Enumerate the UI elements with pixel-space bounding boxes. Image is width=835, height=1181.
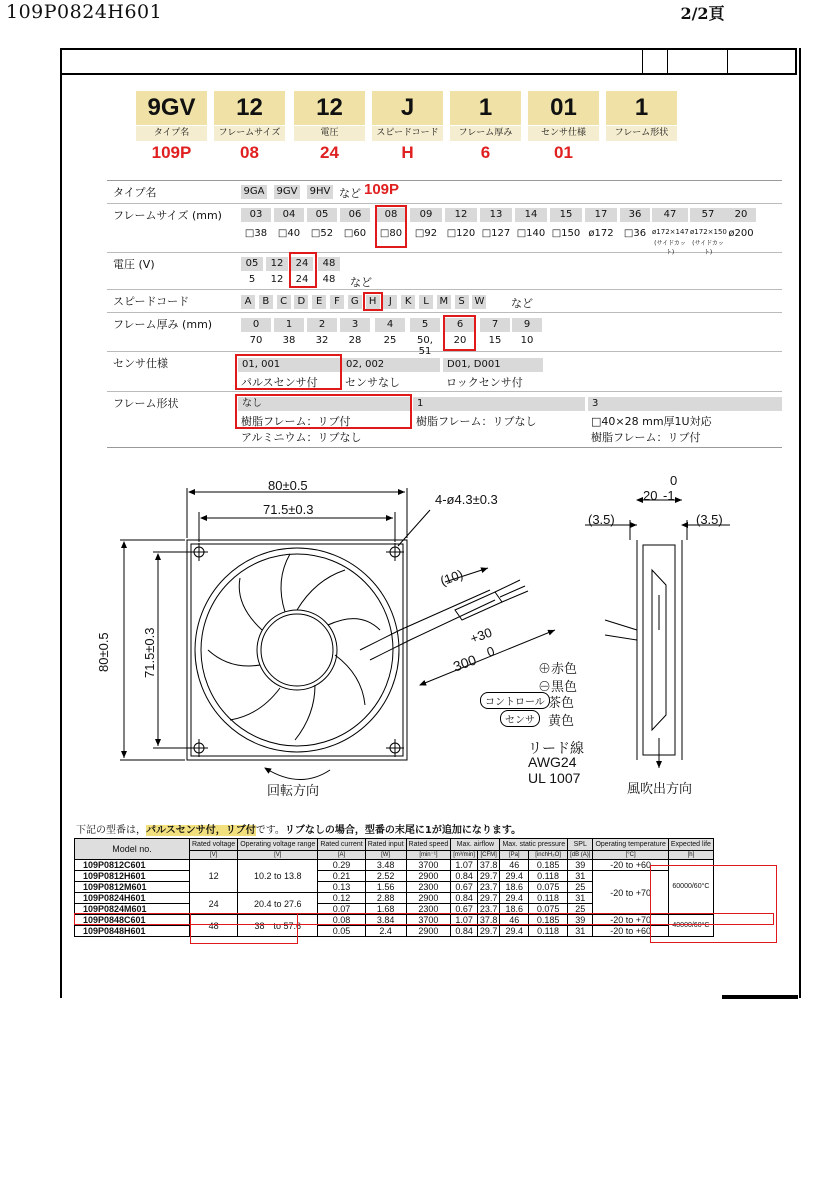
frame-code: 08 <box>375 208 407 222</box>
frame-code: 13 <box>480 208 512 222</box>
value-cell: 0.118 <box>529 926 568 937</box>
frame-size: □60 <box>343 228 367 239</box>
speed-chip: L <box>419 295 433 309</box>
code-box: 01 <box>528 91 599 125</box>
shape-line: 樹脂フレーム：リブ付 <box>591 431 701 444</box>
value-cell: 0.07 <box>318 904 365 915</box>
frame-code: 05 <box>307 208 337 222</box>
frame-size-label: フレームサイズ (mm) <box>113 209 222 222</box>
model-cell: 109P0824H601 <box>75 893 190 904</box>
voltage-value: 5 <box>248 274 256 285</box>
lead-length: 300 <box>450 651 479 675</box>
note-pre: 下記の型番は， <box>76 825 146 836</box>
speed-chip: E <box>312 295 326 309</box>
model-cell: 109P0812M601 <box>75 882 190 893</box>
value-cell: 31 <box>568 871 593 882</box>
frame-selected-box <box>375 205 407 248</box>
value-cell: 23.7 <box>477 904 500 915</box>
thickness-value: 38 <box>282 335 296 346</box>
shape-code: 1 <box>413 397 585 411</box>
frame-code: 14 <box>515 208 547 222</box>
frame-size: □120 <box>446 228 476 239</box>
frame-size: □92 <box>414 228 438 239</box>
speed-chip: H <box>366 295 380 309</box>
wire-brown: 茶色 <box>548 695 575 710</box>
unit: [h] <box>668 851 713 860</box>
thickness-code: 2 <box>307 318 337 332</box>
value-cell: 0.84 <box>451 893 478 904</box>
voltage-code: 48 <box>318 257 340 271</box>
speed-chip: F <box>330 295 344 309</box>
value-cell: 25 <box>568 904 593 915</box>
header-bar <box>60 48 797 75</box>
speed-suffix: など <box>511 297 533 310</box>
thickness-value: 32 <box>315 335 329 346</box>
frame-thickness-label: フレーム厚み (mm) <box>113 318 213 331</box>
frame-code: 04 <box>274 208 304 222</box>
temp-cell: -20 to +70 <box>593 871 668 915</box>
thickness-value: 10 <box>520 335 534 346</box>
frame-code: 12 <box>445 208 477 222</box>
shape-line: 樹脂フレーム：リブ付 <box>241 415 351 428</box>
col-input: Rated input <box>365 839 406 851</box>
value-cell: 0.84 <box>451 926 478 937</box>
code-value: 109P <box>151 143 192 162</box>
airflow-direction: 風吹出方向 <box>627 781 693 796</box>
col-current: Rated current <box>318 839 365 851</box>
value-cell: 3.84 <box>365 915 406 926</box>
value-cell: 0.118 <box>529 893 568 904</box>
frame-size: □80 <box>379 228 403 239</box>
code-label: フレームサイズ <box>214 126 285 141</box>
lead-tol-plus: +30 <box>468 624 494 647</box>
code-box: 1 <box>450 91 521 125</box>
frame-size: □127 <box>481 228 511 239</box>
value-cell: 2900 <box>406 871 451 882</box>
unit: [°C] <box>593 851 668 860</box>
unit: [dB (A)] <box>568 851 593 860</box>
frame-code: 36 <box>620 208 650 222</box>
header-divider <box>667 50 668 73</box>
wire-control-tag: コントロール <box>480 692 550 709</box>
thickness-value: 50, 51 <box>417 335 433 357</box>
speed-chip: B <box>259 295 273 309</box>
frame-note: (サイドカット) <box>654 240 686 256</box>
header-divider <box>642 50 643 73</box>
code-box: J <box>372 91 443 125</box>
voltage-suffix: など <box>350 276 372 289</box>
value-cell: 0.185 <box>529 915 568 926</box>
frame-size: ø172×150 <box>690 228 727 236</box>
temp-cell: -20 to +60 <box>593 926 668 937</box>
type-highlight: 109P <box>364 181 400 198</box>
side-tol-bottom: -1 <box>663 488 675 503</box>
value-cell: 0.08 <box>318 915 365 926</box>
value-cell: 18.6 <box>500 882 529 893</box>
unit: [min⁻¹] <box>406 851 451 860</box>
value-cell: 0.118 <box>529 871 568 882</box>
value-cell: 31 <box>568 926 593 937</box>
model-cell: 109P0848C601 <box>75 915 190 926</box>
selected-temp-box <box>650 865 777 943</box>
wire-sensor-tag: センサ <box>500 710 540 727</box>
lead-spec: UL 1007 <box>528 770 581 786</box>
sensor-label: センサ仕様 <box>113 357 168 370</box>
speed-chip: M <box>437 295 451 309</box>
type-chip: 9GA <box>241 185 267 199</box>
speed-chip: C <box>277 295 291 309</box>
frame-code: 20 <box>726 208 756 222</box>
value-cell: 3700 <box>406 915 451 926</box>
speed-chip: D <box>294 295 308 309</box>
voltage-selected-box <box>289 252 317 288</box>
value-cell: 3700 <box>406 860 451 871</box>
unit: [inchH₂O] <box>529 851 568 860</box>
frame-note: (サイドカット) <box>692 240 724 256</box>
frame-size: □40 <box>277 228 301 239</box>
speed-chip: A <box>241 295 255 309</box>
thickness-value: 70 <box>249 335 263 346</box>
code-label: センサ仕様 <box>528 126 599 141</box>
value-cell: 1.56 <box>365 882 406 893</box>
lead-spec: リード線 <box>528 740 584 756</box>
sensor-name: センサなし <box>345 376 400 389</box>
value-cell: 0.12 <box>318 893 365 904</box>
code-value: 01 <box>554 143 573 162</box>
frame-size: ø200 <box>728 228 754 239</box>
value-cell: 0.84 <box>451 871 478 882</box>
value-cell: 0.185 <box>529 860 568 871</box>
frame-size: □38 <box>244 228 268 239</box>
unit: [Pa] <box>500 851 529 860</box>
unit: [A] <box>318 851 365 860</box>
header-divider <box>727 50 728 73</box>
value-cell: 2.52 <box>365 871 406 882</box>
code-label: フレーム形状 <box>606 126 677 141</box>
value-cell: 0.075 <box>529 882 568 893</box>
code-value: H <box>401 143 414 162</box>
value-cell: 18.6 <box>500 904 529 915</box>
voltage-code: 05 <box>241 257 263 271</box>
value-cell: 46 <box>500 860 529 871</box>
type-suffix: など <box>339 187 361 200</box>
table-row <box>75 871 714 882</box>
model-note <box>76 821 521 836</box>
code-value: 24 <box>320 143 339 162</box>
voltage-value: 12 <box>270 274 284 285</box>
frame-code: 15 <box>550 208 582 222</box>
life-cell: 60000/60°C <box>668 860 713 915</box>
shape-line: 樹脂フレーム：リブなし <box>416 415 537 428</box>
value-cell: 37.8 <box>477 915 500 926</box>
dim-hole-pitch: 71.5±0.3 <box>263 502 314 517</box>
frame-code: 03 <box>241 208 271 222</box>
voltage-cell: 24 <box>190 893 238 915</box>
value-cell: 31 <box>568 893 593 904</box>
col-life: Expected life <box>668 839 713 851</box>
value-cell: 29.4 <box>500 926 529 937</box>
col-spl: SPL <box>568 839 593 851</box>
col-speed: Rated speed <box>406 839 451 851</box>
thickness-code: 6 <box>445 318 475 332</box>
side-dim-right: (3.5) <box>696 512 723 527</box>
value-cell: 29.7 <box>477 926 500 937</box>
thickness-selected-box <box>443 315 476 351</box>
shape-line: アルミニウム：リブなし <box>241 431 362 444</box>
thickness-code: 1 <box>274 318 304 332</box>
frame-shape-label: フレーム形状 <box>113 397 179 410</box>
speed-chip: W <box>472 295 486 309</box>
code-label: タイプ名 <box>136 126 207 141</box>
value-cell: 2300 <box>406 904 451 915</box>
value-cell: 0.075 <box>529 904 568 915</box>
model-cell: 109P0812C601 <box>75 860 190 871</box>
rotation-direction: 回転方向 <box>267 783 320 798</box>
value-cell: 2300 <box>406 882 451 893</box>
code-box: 12 <box>294 91 365 125</box>
thickness-code: 5 <box>410 318 440 332</box>
value-cell: 1.68 <box>365 904 406 915</box>
life-cell: 40000/60°C <box>668 915 713 937</box>
dim-hole-diameter: 4-ø4.3±0.3 <box>435 492 498 507</box>
value-cell: 25 <box>568 882 593 893</box>
thickness-value: 25 <box>383 335 397 346</box>
shape-code: 3 <box>588 397 782 411</box>
col-op-voltage: Operating voltage range <box>238 839 318 851</box>
voltage-cell: 12 <box>190 860 238 893</box>
value-cell: 2900 <box>406 926 451 937</box>
value-cell: 0.13 <box>318 882 365 893</box>
value-cell: 0.29 <box>318 860 365 871</box>
speed-chip: G <box>348 295 362 309</box>
range-cell: 20.4 to 27.6 <box>238 893 318 915</box>
temp-cell: -20 to +70 <box>593 915 668 926</box>
note-highlight: パルスセンサ付，リブ付 <box>146 825 256 836</box>
frame-size: □36 <box>623 228 647 239</box>
code-box: 9GV <box>136 91 207 125</box>
value-cell: 39 <box>568 860 593 871</box>
code-label: スピードコード <box>372 126 443 141</box>
value-cell: 2900 <box>406 893 451 904</box>
value-cell: 39 <box>568 915 593 926</box>
voltage-code: 12 <box>266 257 288 271</box>
frame-size: □150 <box>551 228 581 239</box>
shape-line: □40×28 mm厚1U対応 <box>591 415 712 428</box>
voltage-label: 電圧 (V) <box>113 258 155 271</box>
value-cell: 3.48 <box>365 860 406 871</box>
code-box: 12 <box>214 91 285 125</box>
shape-code: なし <box>238 397 410 411</box>
voltage-cell: 48 <box>190 915 238 937</box>
temp-cell: -20 to +60 <box>593 860 668 871</box>
fan-blades <box>208 554 380 740</box>
side-dim-left: (3.5) <box>588 512 615 527</box>
thickness-value: 28 <box>348 335 362 346</box>
thickness-code: 3 <box>340 318 370 332</box>
wire-black: ⊖黒色 <box>538 679 578 694</box>
shape-selected-box <box>235 394 412 429</box>
sensor-code: 01, 001 <box>238 358 340 372</box>
value-cell: 0.67 <box>451 904 478 915</box>
table-row <box>75 926 714 937</box>
code-label: フレーム厚み <box>450 126 521 141</box>
col-airflow: Max. airflow <box>451 839 500 851</box>
value-cell: 37.8 <box>477 860 500 871</box>
col-pressure: Max. static pressure <box>500 839 568 851</box>
lead-spec: AWG24 <box>528 754 577 770</box>
value-cell: 23.7 <box>477 882 500 893</box>
value-cell: 46 <box>500 915 529 926</box>
code-label: 電圧 <box>294 126 365 141</box>
sensor-name: パルスセンサ付 <box>241 376 318 389</box>
sensor-selected-box <box>235 354 342 390</box>
fan-drawing <box>100 470 760 810</box>
page-number: 2/2頁 <box>680 4 725 23</box>
thickness-code: 7 <box>480 318 510 332</box>
col-temp: Operating temperature <box>593 839 668 851</box>
col-voltage: Rated voltage <box>190 839 238 851</box>
side-tol-top: 0 <box>670 473 678 488</box>
voltage-value: 48 <box>322 274 336 285</box>
value-cell: 1.07 <box>451 860 478 871</box>
dim-hole-pitch-vertical: 71.5±0.3 <box>142 627 157 678</box>
value-cell: 29.7 <box>477 893 500 904</box>
frame-code: 09 <box>410 208 442 222</box>
sensor-code: D01, D001 <box>443 358 543 372</box>
dim-strip: (10) <box>438 566 465 589</box>
value-cell: 0.21 <box>318 871 365 882</box>
value-cell: 2.88 <box>365 893 406 904</box>
selected-voltage-box <box>190 913 298 944</box>
voltage-value: 24 <box>295 274 309 285</box>
table-row <box>75 860 714 871</box>
frame-size: ø172 <box>588 228 614 239</box>
unit: [W] <box>365 851 406 860</box>
dim-height: 80±0.5 <box>96 632 111 672</box>
speed-chip: S <box>455 295 469 309</box>
thickness-value: 15 <box>488 335 502 346</box>
code-value: 08 <box>240 143 259 162</box>
thickness-value: 20 <box>453 335 467 346</box>
frame-code: 57 <box>690 208 726 222</box>
thickness-code: 9 <box>512 318 542 332</box>
speed-code-label: スピードコード <box>113 295 190 308</box>
model-cell: 109P0812H601 <box>75 871 190 882</box>
code-value: 6 <box>480 143 491 162</box>
value-cell: 29.4 <box>500 871 529 882</box>
frame-size: ø172×147 <box>652 228 689 236</box>
sensor-code: 02, 002 <box>342 358 440 372</box>
document-number: 109P0824H601 <box>6 1 163 23</box>
unit: [V] <box>190 851 238 860</box>
note-bold: リブなしの場合，型番の末尾に1が追加になります。 <box>284 825 522 836</box>
wire-yellow: 黄色 <box>548 713 575 728</box>
unit: [CFM] <box>477 851 500 860</box>
code-box: 1 <box>606 91 677 125</box>
type-chip: 9GV <box>274 185 300 199</box>
speed-selected-box <box>363 292 383 311</box>
type-label: タイプ名 <box>113 186 157 199</box>
lead-tol-minus: 0 <box>484 643 497 660</box>
frame-code: 17 <box>585 208 617 222</box>
note-post: です。 <box>255 825 285 836</box>
speed-chip: K <box>401 295 415 309</box>
type-chip: 9HV <box>307 185 333 199</box>
value-cell: 2.4 <box>365 926 406 937</box>
value-cell: 1.07 <box>451 915 478 926</box>
value-cell: 0.67 <box>451 882 478 893</box>
model-cell: 109P0848H601 <box>75 926 190 937</box>
frame-size: □52 <box>310 228 334 239</box>
unit: [V] <box>238 851 318 860</box>
bottom-rule <box>722 995 798 999</box>
thickness-code: 0 <box>241 318 271 332</box>
value-cell: 29.7 <box>477 871 500 882</box>
dim-width: 80±0.5 <box>268 478 308 493</box>
thickness-code: 4 <box>375 318 405 332</box>
model-cell: 109P0824M601 <box>75 904 190 915</box>
range-cell: 38 to 57.6 <box>238 915 318 937</box>
sensor-name: ロックセンサ付 <box>446 376 523 389</box>
value-cell: 29.4 <box>500 893 529 904</box>
frame-code: 06 <box>340 208 370 222</box>
frame-size: □140 <box>516 228 546 239</box>
range-cell: 10.2 to 13.8 <box>238 860 318 893</box>
wire-red: ⊕赤色 <box>538 661 578 676</box>
speed-chip: J <box>383 295 397 309</box>
frame-code: 47 <box>652 208 688 222</box>
side-dim-20: 20 <box>643 488 658 503</box>
col-model: Model no. <box>75 839 190 860</box>
unit: [m³/min] <box>451 851 478 860</box>
value-cell: 0.05 <box>318 926 365 937</box>
voltage-code: 24 <box>291 257 313 271</box>
